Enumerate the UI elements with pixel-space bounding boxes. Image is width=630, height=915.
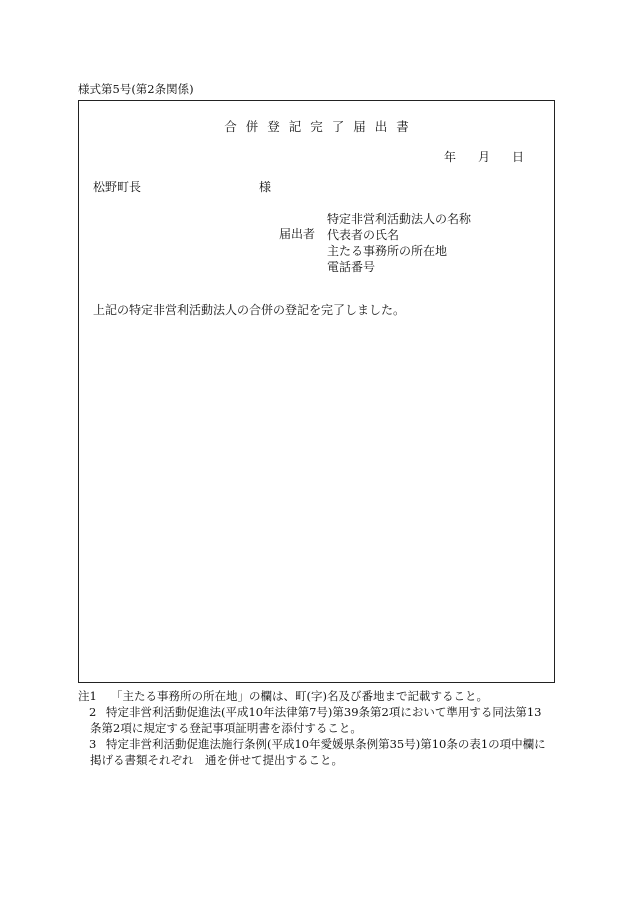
field-office-address: 主たる事務所の所在地 xyxy=(327,244,448,258)
date-day: 日 xyxy=(511,150,524,164)
field-representative-name: 代表者の氏名 xyxy=(327,228,400,242)
note-text: 「主たる事務所の所在地」の欄は、町(字)名及び番地まで記載すること。 xyxy=(111,689,488,703)
statement-text: 上記の特定非営利活動法人の合併の登記を完了しました。 xyxy=(93,303,406,317)
date-year: 年 xyxy=(443,150,456,164)
form-number: 様式第5号(第2条関係) xyxy=(78,82,194,96)
note-number: 3 xyxy=(89,737,97,751)
note-item xyxy=(78,704,568,736)
form-frame xyxy=(78,100,555,683)
notifier-label: 届出者 xyxy=(279,227,316,241)
note-number: 注1 xyxy=(78,689,97,703)
notifier-fields xyxy=(327,211,471,275)
note-text: 特定非営利活動促進法施行条例(平成10年愛媛県条例第35号)第10条の表1の項中欄に xyxy=(106,737,546,751)
field-corporation-name: 特定非営利活動法人の名称 xyxy=(327,212,472,226)
form-title: 合併登記完了届出書 xyxy=(224,119,418,134)
addressee-name: 松野町長 xyxy=(93,180,142,194)
date-month: 月 xyxy=(477,150,490,164)
date-line xyxy=(444,151,524,163)
field-phone-number: 電話番号 xyxy=(327,260,376,274)
note-item xyxy=(78,688,568,704)
addressee-honorific: 様 xyxy=(259,180,272,194)
note-number: 2 xyxy=(89,705,97,719)
note-text-continued: 条第2項に規定する登記事項証明書を添付すること。 xyxy=(90,721,362,735)
note-text-continued: 掲げる書類それぞれ 通を併せて提出すること。 xyxy=(90,753,343,767)
note-item xyxy=(78,736,568,768)
notes-section xyxy=(78,688,568,768)
note-text: 特定非営利活動促進法(平成10年法律第7号)第39条第2項において準用する同法第13 xyxy=(106,705,542,719)
